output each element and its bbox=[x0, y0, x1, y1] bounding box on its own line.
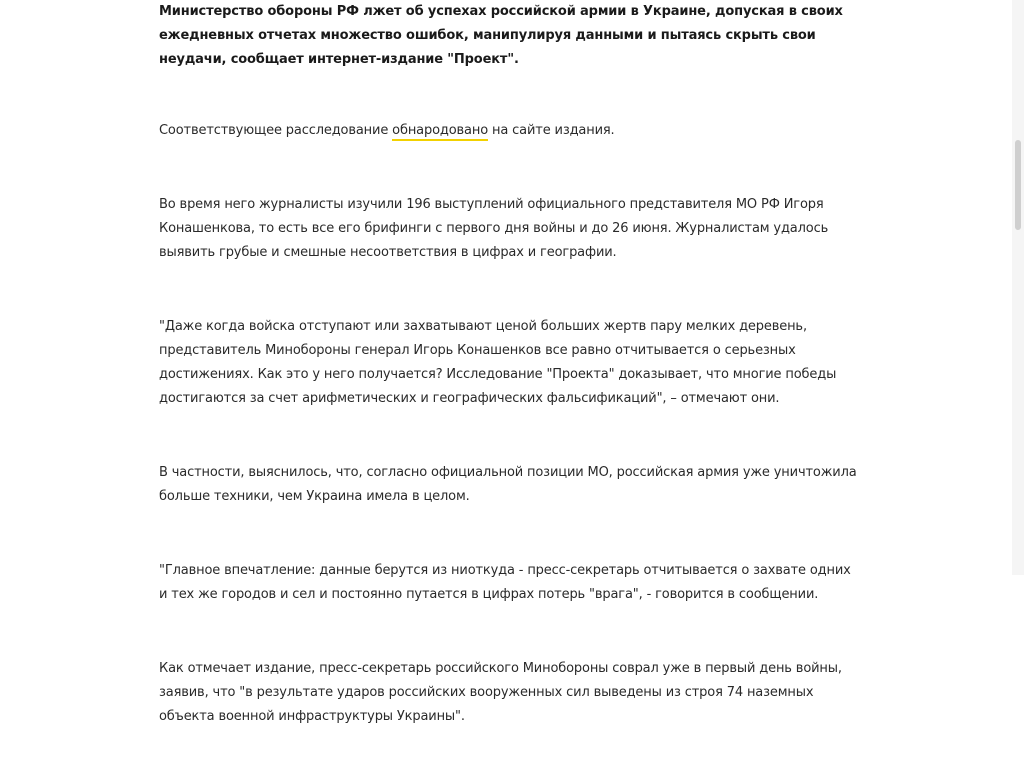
paragraph-text: на сайте издания. bbox=[488, 123, 615, 138]
article-paragraph-1 bbox=[159, 119, 859, 143]
article-paragraph-2: Во время него журналисты изучили 196 выступлений официального представителя МО РФ Игоря Конашенкова, то есть все его брифинги с первого дня войны и до 26 июня. Журналистам удалось выявить грубые и смешные несоответствия в цифрах и географии. bbox=[159, 197, 829, 260]
source-link[interactable]: обнародовано bbox=[392, 123, 488, 141]
vertical-scrollbar[interactable] bbox=[1012, 0, 1024, 575]
paragraph-text: Соответствующее расследование bbox=[159, 123, 393, 138]
article-paragraph-4: В частности, выяснилось, что, согласно официальной позиции МО, российская армия уже уничтожила больше техники, чем Украина имела в целом. bbox=[159, 465, 857, 504]
article-body bbox=[159, 0, 859, 779]
article-lead: Министерство обороны РФ лжет об успехах российской армии в Украине, допуская в своих ежедневных отчетах множество ошибок, манипулируя данными и пытаясь скрыть свои неудачи, сообщает интернет-издание "Проект". bbox=[159, 4, 843, 67]
article-paragraph-3: "Даже когда войска отступают или захватывают ценой больших жертв пару мелких деревень, представитель Минобороны генерал Игорь Конашенков все равно отчитывается о серьезных достижениях. Как это у него получается? Исследование "Проекта" доказывает, что многие победы достигаются за счет арифметических и географических фальсификаций", – отмечают они. bbox=[159, 319, 837, 406]
article-paragraph-5: "Главное впечатление: данные берутся из ниоткуда - пресс-секретарь отчитывается о захвате одних и тех же городов и сел и постоянно путается в цифрах потерь "врага", - говорится в сообщении. bbox=[159, 563, 851, 602]
article-paragraph-6: Как отмечает издание, пресс-секретарь российского Минобороны соврал уже в первый день войны, заявив, что "в результате ударов российских вооруженных сил выведены из строя 74 наземных объекта военной инфраструктуры Украины". bbox=[159, 661, 842, 724]
scrollbar-thumb[interactable] bbox=[1015, 140, 1021, 230]
